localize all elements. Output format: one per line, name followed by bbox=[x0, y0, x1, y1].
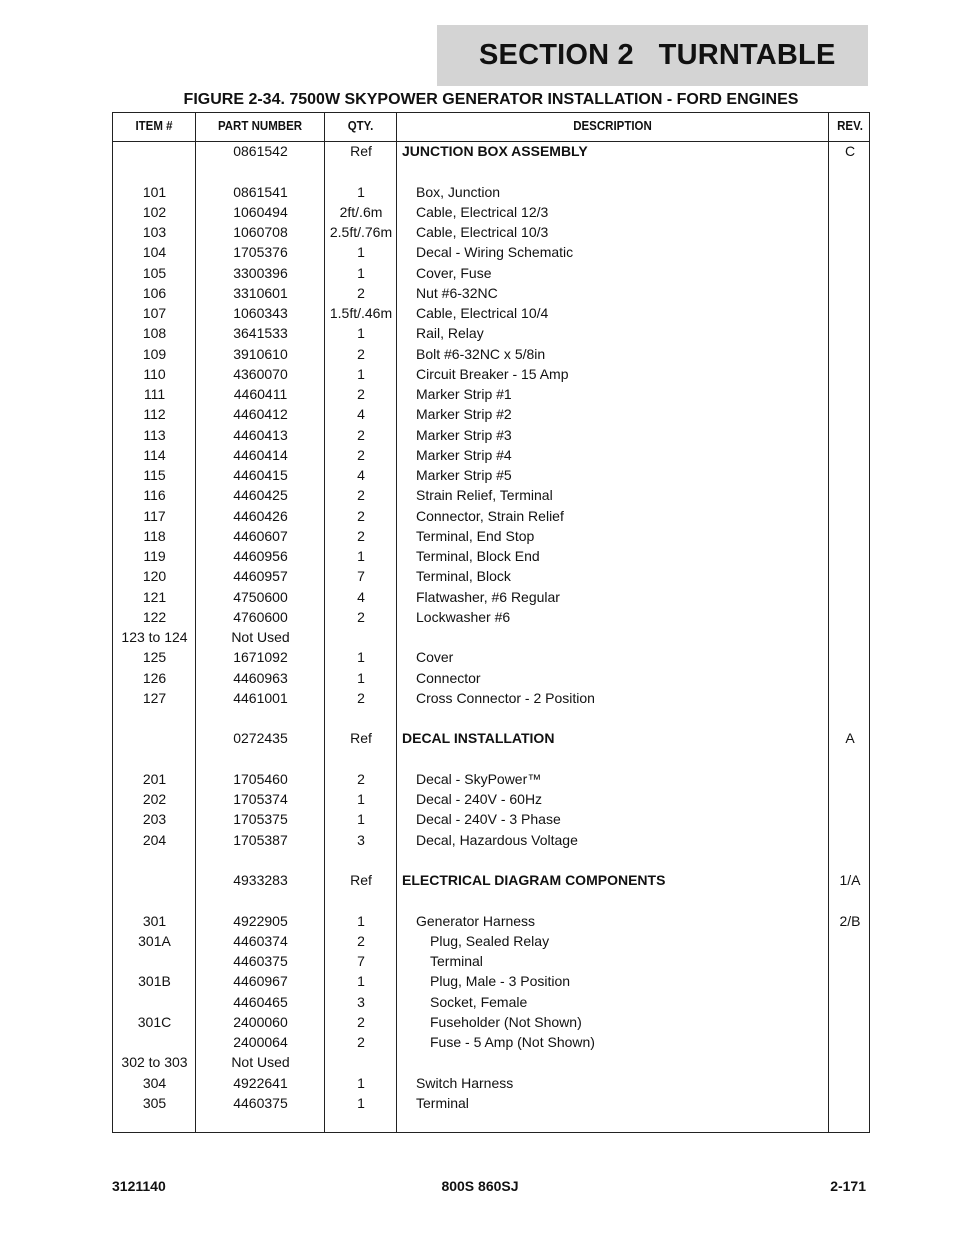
table-row bbox=[113, 1033, 869, 1053]
part-number-cell: 4922641 bbox=[233, 1074, 288, 1091]
rev-cell: 2/B bbox=[839, 912, 861, 929]
column-header-part-number: PART NUMBER bbox=[217, 119, 303, 133]
table-row bbox=[113, 324, 869, 344]
table-row bbox=[113, 831, 869, 851]
qty-cell: 1 bbox=[357, 669, 365, 686]
part-number-cell: 1705375 bbox=[233, 811, 288, 828]
part-number-cell: 4460425 bbox=[233, 487, 288, 504]
description-cell: Decal - 240V - 3 Phase bbox=[416, 811, 561, 828]
description-cell: Connector, Strain Relief bbox=[416, 507, 564, 524]
table-row bbox=[113, 486, 869, 506]
qty-cell: 2 bbox=[357, 932, 365, 949]
description-cell: Marker Strip #4 bbox=[416, 446, 512, 463]
qty-cell: 1 bbox=[357, 1094, 365, 1111]
table-row bbox=[113, 608, 869, 628]
description-cell: Fuseholder (Not Shown) bbox=[430, 1013, 582, 1030]
description-cell: Terminal, Block End bbox=[416, 548, 540, 564]
part-number-cell: 4460375 bbox=[233, 953, 288, 969]
table-header bbox=[113, 113, 869, 141]
qty-cell: 1 bbox=[357, 264, 365, 281]
part-number-cell: 0272435 bbox=[233, 730, 288, 747]
description-cell: Decal - Wiring Schematic bbox=[416, 244, 574, 261]
table-row bbox=[113, 790, 869, 810]
table-row bbox=[113, 689, 869, 709]
qty-cell: 2ft/.6m bbox=[339, 203, 383, 220]
part-number-cell: 1060494 bbox=[233, 203, 288, 220]
description-cell: Fuse - 5 Amp (Not Shown) bbox=[430, 1034, 595, 1050]
qty-cell: 1 bbox=[357, 1074, 365, 1091]
part-number-cell: 4460963 bbox=[233, 669, 288, 686]
part-number-cell: 1060708 bbox=[233, 224, 288, 240]
qty-cell: Ref bbox=[350, 143, 372, 159]
part-number-cell: Not Used bbox=[231, 629, 290, 645]
qty-cell: 2 bbox=[357, 1034, 365, 1050]
qty-cell: 1.5ft/.46m bbox=[329, 305, 393, 321]
description-cell: Marker Strip #3 bbox=[416, 426, 512, 443]
part-number-cell: 4460956 bbox=[233, 548, 288, 564]
item-cell: 301C bbox=[137, 1013, 172, 1030]
item-cell: 117 bbox=[143, 507, 166, 524]
item-cell: 115 bbox=[143, 467, 166, 483]
part-number-cell: 4460415 bbox=[233, 467, 288, 483]
item-cell: 125 bbox=[142, 649, 167, 666]
column-header-description: DESCRIPTION bbox=[573, 119, 652, 133]
table-row bbox=[113, 932, 869, 952]
part-number-cell: 3910610 bbox=[233, 345, 288, 362]
description-cell: Flatwasher, #6 Regular bbox=[416, 588, 560, 605]
qty-cell: 2 bbox=[357, 386, 365, 402]
item-cell: 301B bbox=[138, 973, 171, 990]
part-number-cell: 4760600 bbox=[233, 608, 288, 625]
qty-cell: 2 bbox=[357, 426, 365, 443]
table-row bbox=[113, 1094, 869, 1114]
column-header-item: ITEM # bbox=[135, 119, 173, 133]
table-row bbox=[113, 264, 869, 284]
qty-cell: 2 bbox=[357, 284, 365, 301]
part-number-cell: 4933283 bbox=[233, 872, 288, 888]
item-cell: 107 bbox=[142, 305, 167, 321]
table-row bbox=[113, 669, 869, 689]
description-cell: Terminal bbox=[416, 1094, 469, 1111]
figure-title: FIGURE 2-34. 7500W SKYPOWER GENERATOR INSTALLATION - FORD ENGINES bbox=[183, 91, 799, 108]
qty-cell: 4 bbox=[357, 588, 365, 605]
item-cell: 105 bbox=[142, 264, 167, 281]
part-number-cell: Not Used bbox=[231, 1054, 290, 1071]
description-cell: DECAL INSTALLATION bbox=[402, 730, 555, 747]
qty-cell: 4 bbox=[357, 467, 365, 483]
table-row bbox=[113, 1053, 869, 1073]
description-cell: Terminal bbox=[430, 953, 483, 969]
item-cell: 305 bbox=[142, 1094, 167, 1111]
part-number-cell: 4460411 bbox=[233, 386, 288, 402]
part-number-cell: 0861542 bbox=[233, 143, 288, 159]
table-row bbox=[113, 1013, 869, 1033]
footer-page-number: 2-171 bbox=[830, 1178, 866, 1194]
part-number-cell: 4460465 bbox=[233, 993, 288, 1010]
item-cell: 116 bbox=[143, 487, 166, 504]
assembly-row bbox=[113, 729, 869, 749]
description-cell: Plug, Male - 3 Position bbox=[430, 973, 571, 990]
part-number-cell: 4922905 bbox=[233, 912, 288, 929]
part-number-cell: 1671092 bbox=[233, 649, 288, 666]
table-row bbox=[113, 588, 869, 608]
rev-cell: 1/A bbox=[839, 872, 861, 888]
item-cell: 302 to 303 bbox=[121, 1054, 188, 1071]
part-number-cell: 4461001 bbox=[233, 689, 288, 706]
assembly-row bbox=[113, 871, 869, 891]
qty-cell: Ref bbox=[350, 872, 372, 888]
part-number-cell: 4460375 bbox=[233, 1094, 288, 1111]
section-header bbox=[437, 25, 868, 86]
table-row bbox=[113, 527, 869, 547]
column-header-qty: QTY. bbox=[347, 119, 374, 133]
description-cell: Switch Harness bbox=[416, 1074, 514, 1091]
description-cell: Decal - 240V - 60Hz bbox=[416, 791, 543, 807]
qty-cell: 1 bbox=[357, 548, 365, 564]
table-row bbox=[113, 972, 869, 992]
part-number-cell: 4750600 bbox=[233, 588, 288, 605]
item-cell: 203 bbox=[142, 811, 167, 828]
table-row bbox=[113, 770, 869, 790]
part-number-cell: 3641533 bbox=[233, 325, 288, 342]
qty-cell: 1 bbox=[357, 811, 365, 828]
qty-cell: 2 bbox=[357, 1013, 365, 1030]
rev-cell: A bbox=[845, 730, 855, 747]
description-cell: Generator Harness bbox=[416, 912, 536, 929]
table-row bbox=[113, 952, 869, 972]
footer-model: 800S 860SJ bbox=[441, 1178, 519, 1194]
description-cell: Box, Junction bbox=[416, 183, 501, 200]
qty-cell: 2 bbox=[357, 487, 365, 504]
item-cell: 123 to 124 bbox=[121, 629, 188, 645]
table-row bbox=[113, 243, 869, 263]
item-cell: 119 bbox=[143, 548, 166, 564]
item-cell: 103 bbox=[142, 224, 167, 240]
item-cell: 118 bbox=[143, 527, 166, 544]
description-cell: Decal - SkyPower™ bbox=[416, 770, 542, 787]
description-cell: Decal, Hazardous Voltage bbox=[416, 831, 578, 848]
qty-cell: 1 bbox=[357, 365, 365, 382]
part-number-cell: 4460414 bbox=[233, 446, 288, 463]
table-body bbox=[113, 142, 869, 1114]
item-cell: 126 bbox=[142, 669, 167, 686]
table-row bbox=[113, 203, 869, 223]
part-number-cell: 4460426 bbox=[233, 507, 288, 524]
qty-cell: 1 bbox=[357, 183, 365, 200]
table-row bbox=[113, 183, 869, 203]
table-row bbox=[113, 507, 869, 527]
description-cell: Cable, Electrical 12/3 bbox=[416, 203, 549, 220]
item-cell: 112 bbox=[143, 406, 166, 423]
qty-cell: 2 bbox=[357, 446, 365, 463]
qty-cell: 2 bbox=[357, 507, 365, 524]
item-cell: 114 bbox=[143, 446, 166, 463]
table-row bbox=[113, 385, 869, 405]
item-cell: 104 bbox=[142, 244, 167, 261]
table-row bbox=[113, 891, 869, 911]
qty-cell: 2.5ft/.76m bbox=[329, 224, 393, 240]
parts-table bbox=[112, 112, 870, 1133]
qty-cell: 2 bbox=[357, 770, 365, 787]
part-number-cell: 3300396 bbox=[233, 264, 288, 281]
qty-cell: 2 bbox=[357, 345, 365, 362]
description-cell: Cover, Fuse bbox=[416, 264, 492, 281]
description-cell: Strain Relief, Terminal bbox=[416, 487, 553, 504]
qty-cell: 7 bbox=[357, 953, 365, 969]
part-number-cell: 2400064 bbox=[233, 1034, 288, 1050]
part-number-cell: 4460412 bbox=[233, 406, 288, 423]
column-header-rev: REV. bbox=[837, 119, 863, 133]
part-number-cell: 0861541 bbox=[233, 183, 288, 200]
part-number-cell: 2400060 bbox=[233, 1013, 288, 1030]
table-row bbox=[113, 1074, 869, 1094]
qty-cell: 1 bbox=[357, 973, 365, 990]
item-cell: 202 bbox=[142, 791, 167, 807]
item-cell: 127 bbox=[142, 689, 167, 706]
part-number-cell: 4360070 bbox=[233, 365, 288, 382]
qty-cell: 2 bbox=[357, 527, 365, 544]
qty-cell: 1 bbox=[357, 244, 365, 261]
table-row bbox=[113, 426, 869, 446]
part-number-cell: 4460374 bbox=[233, 932, 288, 949]
item-cell: 120 bbox=[142, 568, 167, 585]
qty-cell: Ref bbox=[350, 730, 372, 747]
table-row bbox=[113, 547, 869, 567]
part-number-cell: 3310601 bbox=[233, 284, 288, 301]
assembly-row bbox=[113, 142, 869, 162]
qty-cell: 2 bbox=[357, 689, 365, 706]
part-number-cell: 4460957 bbox=[233, 568, 288, 585]
part-number-cell: 1705460 bbox=[233, 770, 288, 787]
part-number-cell: 4460607 bbox=[233, 527, 288, 544]
description-cell: Plug, Sealed Relay bbox=[430, 932, 550, 949]
description-cell: Nut #6-32NC bbox=[416, 284, 498, 301]
table-row bbox=[113, 810, 869, 830]
item-cell: 301A bbox=[138, 932, 171, 949]
qty-cell: 3 bbox=[357, 831, 365, 848]
description-cell: Cross Connector - 2 Position bbox=[416, 689, 595, 706]
description-cell: Terminal, Block bbox=[416, 568, 511, 585]
table-row bbox=[113, 345, 869, 365]
table-row bbox=[113, 628, 869, 648]
description-cell: Cable, Electrical 10/3 bbox=[416, 224, 549, 240]
qty-cell: 7 bbox=[357, 568, 365, 585]
item-cell: 106 bbox=[142, 284, 167, 301]
description-cell: Terminal, End Stop bbox=[416, 527, 535, 544]
qty-cell: 1 bbox=[357, 912, 365, 929]
part-number-cell: 1060343 bbox=[233, 305, 288, 321]
qty-cell: 1 bbox=[357, 791, 365, 807]
item-cell: 304 bbox=[142, 1074, 167, 1091]
table-row bbox=[113, 405, 869, 425]
item-cell: 111 bbox=[143, 386, 166, 402]
table-row bbox=[113, 304, 869, 324]
section-title: SECTION 2 TURNTABLE bbox=[479, 39, 836, 71]
qty-cell: 1 bbox=[357, 325, 365, 342]
table-row bbox=[113, 223, 869, 243]
table-row bbox=[113, 466, 869, 486]
item-cell: 110 bbox=[143, 365, 166, 382]
part-number-cell: 4460967 bbox=[233, 973, 288, 990]
item-cell: 204 bbox=[142, 831, 167, 848]
qty-cell: 1 bbox=[357, 649, 365, 666]
table-row bbox=[113, 993, 869, 1013]
table-row bbox=[113, 446, 869, 466]
description-cell: Socket, Female bbox=[430, 993, 528, 1010]
qty-cell: 3 bbox=[357, 993, 365, 1010]
table-row bbox=[113, 750, 869, 770]
item-cell: 108 bbox=[142, 325, 167, 342]
item-cell: 113 bbox=[143, 426, 166, 443]
part-number-cell: 1705374 bbox=[233, 791, 288, 807]
footer-document-number: 3121140 bbox=[112, 1178, 166, 1194]
table-row bbox=[113, 284, 869, 304]
table-row bbox=[113, 709, 869, 729]
table-row bbox=[113, 365, 869, 385]
item-cell: 122 bbox=[142, 608, 167, 625]
item-cell: 109 bbox=[142, 345, 167, 362]
table-row bbox=[113, 162, 869, 182]
description-cell: Cable, Electrical 10/4 bbox=[416, 305, 549, 321]
item-cell: 101 bbox=[142, 183, 167, 200]
part-number-cell: 1705376 bbox=[233, 244, 288, 261]
description-cell: Marker Strip #5 bbox=[416, 467, 512, 483]
description-cell: Cover bbox=[416, 649, 454, 666]
item-cell: 301 bbox=[142, 912, 167, 929]
description-cell: Circuit Breaker - 15 Amp bbox=[416, 365, 569, 382]
rev-cell: C bbox=[844, 143, 856, 159]
description-cell: ELECTRICAL DIAGRAM COMPONENTS bbox=[402, 872, 666, 888]
qty-cell: 4 bbox=[357, 406, 365, 423]
description-cell: Rail, Relay bbox=[416, 325, 484, 342]
table-row bbox=[113, 851, 869, 871]
part-number-cell: 1705387 bbox=[233, 831, 288, 848]
item-cell: 102 bbox=[142, 203, 167, 220]
table-row bbox=[113, 648, 869, 668]
item-cell: 121 bbox=[142, 588, 167, 605]
table-row bbox=[113, 567, 869, 587]
part-number-cell: 4460413 bbox=[233, 426, 288, 443]
description-cell: JUNCTION BOX ASSEMBLY bbox=[402, 143, 588, 159]
table-row bbox=[113, 912, 869, 932]
description-cell: Lockwasher #6 bbox=[416, 608, 511, 625]
description-cell: Marker Strip #1 bbox=[416, 386, 512, 402]
description-cell: Connector bbox=[416, 669, 481, 686]
qty-cell: 2 bbox=[357, 608, 365, 625]
description-cell: Marker Strip #2 bbox=[416, 406, 512, 423]
description-cell: Bolt #6-32NC x 5/8in bbox=[416, 345, 546, 362]
item-cell: 201 bbox=[142, 770, 167, 787]
